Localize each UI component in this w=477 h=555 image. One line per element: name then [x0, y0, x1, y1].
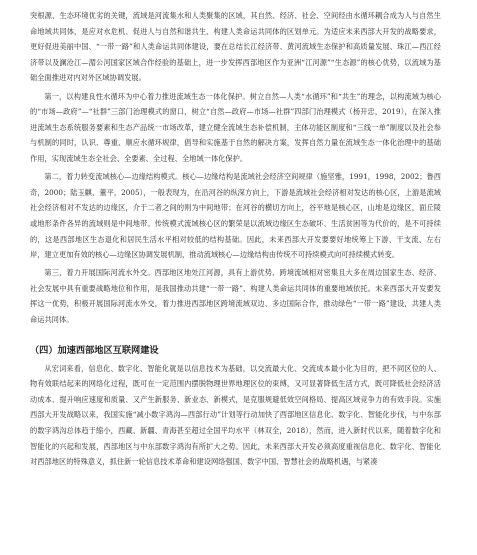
paragraph-point-one: 第一，以构建良性水循环为中心着力推进流域生态一体化保护。树立自然—人类“水循环”和“共生”的理念，以构流域为核心的“市场—政府”—“社群”三部门治理模式的窗口，树立“自然—政府—市场—社群”四部门治理模式（杨开忠，2019），在深入推进流域生态系统服务要素和生态产品统一市场改革，建立健全流域生态补偿机制，主体功能区制度和“三线一单”制度以及社会参与机制的同时，认识、尊重、顺应水循环规律，倡导和实施基于自然的解决方案，发挥自然力量在流域生态一体化治理中的基础作用，实现流域生态全社会、全要素、全过程、全地域一体化保护。	[30, 91, 441, 163]
paragraph-point-three: 第三，着力开展国际河流水外交。西部地区地处江河源，具有上游优势、跨境流域相对密集且大多在周边国家生态、经济、社会发展中具有重要战略地位和作用，是我国推动共建“一带一路”、构建人类命运共同体的重要地域依托。未来西部大开发要发挥这一优势，积极开展国际河流水外交，着力推进西部地区跨境流域双边、多边国际合作，推动绿色“一带一路”建设，共建人类命运共同体。	[30, 268, 441, 325]
paragraph-internet-construction: 从宏词来看，信息化、数字化、智能化就是以信息技术为基础，以交流最大化、交流成本最小化为目的，把不同区位的人、物有效联结起来的网络化过程，既可在一定范围内摆脱物理世界地理区位的束缚，又可显著降低生活方式，既可降低社会经济活动成本、提升响应速度和质量、又产生新服务、新业态、新模式，是克服规避低效空间格局、提高区域竞争力的有效手段。实施西部大开发战略以来，我国实施“减小数字鸿沟—西部行动”计划等行动加快了西部地区信息化、数字化、智能化步伐，与中东部的数字鸿沟总体趋于缩小，西藏、新疆、青海甚至超过全国平均水平（林双全，2018），然而，进入新时代以来，随着数字化和智能化的兴起和发展，西部地区与中东部数字鸿沟有所扩大之势。因此，未来西部大开发必须高度重视信息化、数字化、智能化对西部地区的特殊意义，抓住新一轮信息技术革命和建设网络强国、数字中国、智慧社会的战略机遇，与紧凑	[30, 363, 441, 467]
paragraph-point-two: 第二，着力转变流域核心—边缘结构模式。核心—边缘结构是流域社会经济空间规律（施坚雅，1991，1998，2002；鲁西奇，2000；陆玉麒、董平，2005），一般表现为，在沿河谷的纵深方向上，下游是流域社会经济相对发达的核心区，上游是流域社会经济相对不发达的边缘区，介于二者之间的则为中间地带；在河谷的横切方向上，谷平地是核心区，山地是边缘区，面丘陵或地形条件各异的流域则是中间地带。传统模式流域核心区的繁荣是以流域边缘区生态破坏、生活贫困等为代价的，是不可持续的，这是西部地区生态退化和居民生活水平相对较低的结构基础。因此，未来西部大开发要要好地统筹上下游、干支流、左右岸，建立更加有效的核心—边缘区协调发展机制，推动流域核心—边缘结构由传统不可持续模式向可持续模式转变。	[30, 172, 441, 260]
section-heading: （四）加速西部地区互联网建设	[30, 344, 159, 356]
paragraph-river-basin-intro: 突根源、生态环境优劣的关键，流域是河流集水和人类聚集的区域，其自然、经济、社会、空间经由水循环耦合成为人与自然生命地域共同体，是应对水危机、促进人与自然和谐共生、构建人类命运共同体的区划单元。为适应未来西部大开发的战略要求，更好促进美丽中国、“一带一路”和人类命运共同体建设，要在总结长江经济带、黄河流域生态保护和高质量发展、珠江—西江经济带以及澜沧江—湄公河国家区域合作经验的基础上，进一步发挥西部地区作为亚洲“江河源”“生态源”的核心优势，以流域为基础全面推进对内对外区域协调发展。	[30, 11, 441, 83]
